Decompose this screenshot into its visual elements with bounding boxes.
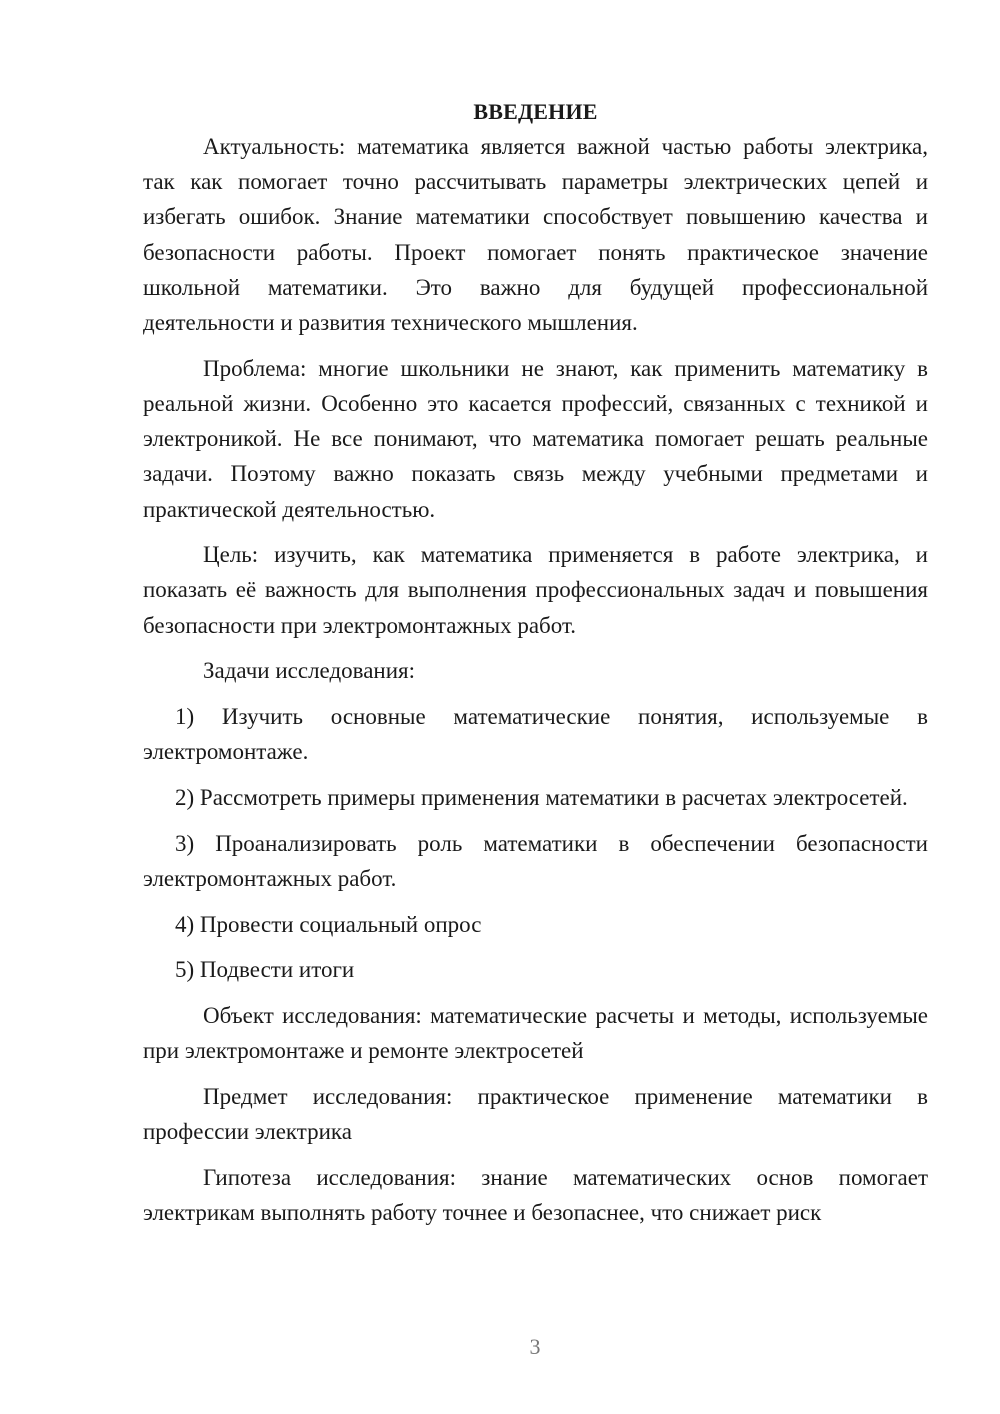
tasks-heading: Задачи исследования: (203, 658, 416, 684)
object-paragraph: Объект исследования: математические расчеты и методы, используемые при электромонтаже и ремонте электросетей (143, 1002, 928, 1064)
problem-paragraph: Проблема: многие школьники не знают, как применить математику в реальной жизни. Особенно это касается профессий, связанных с техникой и электроникой. Не все понимают, что математика помогает решать реальные задачи. Поэтому важно показать связь между учебными предметами и практической деятельностью. (143, 355, 928, 522)
task-item-1: 1) Изучить основные математические понятия, используемые в электромонтаже. (143, 704, 928, 765)
section-title: ВВЕДЕНИЕ (473, 99, 598, 124)
task-item-5: 5) Подвести итоги (175, 957, 355, 983)
hypothesis-paragraph: Гипотеза исследования: знание математических основ помогает электрикам выполнять работу точнее и безопаснее, что снижает риск (143, 1164, 928, 1225)
subject-paragraph: Предмет исследования: практическое применение математики в профессии электрика (143, 1083, 928, 1145)
relevance-paragraph: Актуальность: математика является важной частью работы электрика, так как помогает точно рассчитывать параметры электрических цепей и избегать ошибок. Знание математики способствует повышению качества и безопасности работы. Проект помогает понять практическое значение школьной математики. Это важно для будущей профессиональной деятельности и развития технического мышления. (143, 134, 928, 336)
task-item-3: 3) Проанализировать роль математики в обеспечении безопасности электромонтажных работ. (143, 830, 928, 891)
task-item-2: 2) Рассмотреть примеры применения математики в расчетах электросетей. (175, 784, 908, 810)
task-item-4: 4) Провести социальный опрос (175, 911, 482, 937)
goal-paragraph: Цель: изучить, как математика применяется в работе электрика, и показать её важность для выполнения профессиональных задач и повышения безопасности при электромонтажных работ. (143, 542, 928, 638)
document-page (143, 94, 928, 1241)
page-number: 3 (529, 1334, 541, 1359)
